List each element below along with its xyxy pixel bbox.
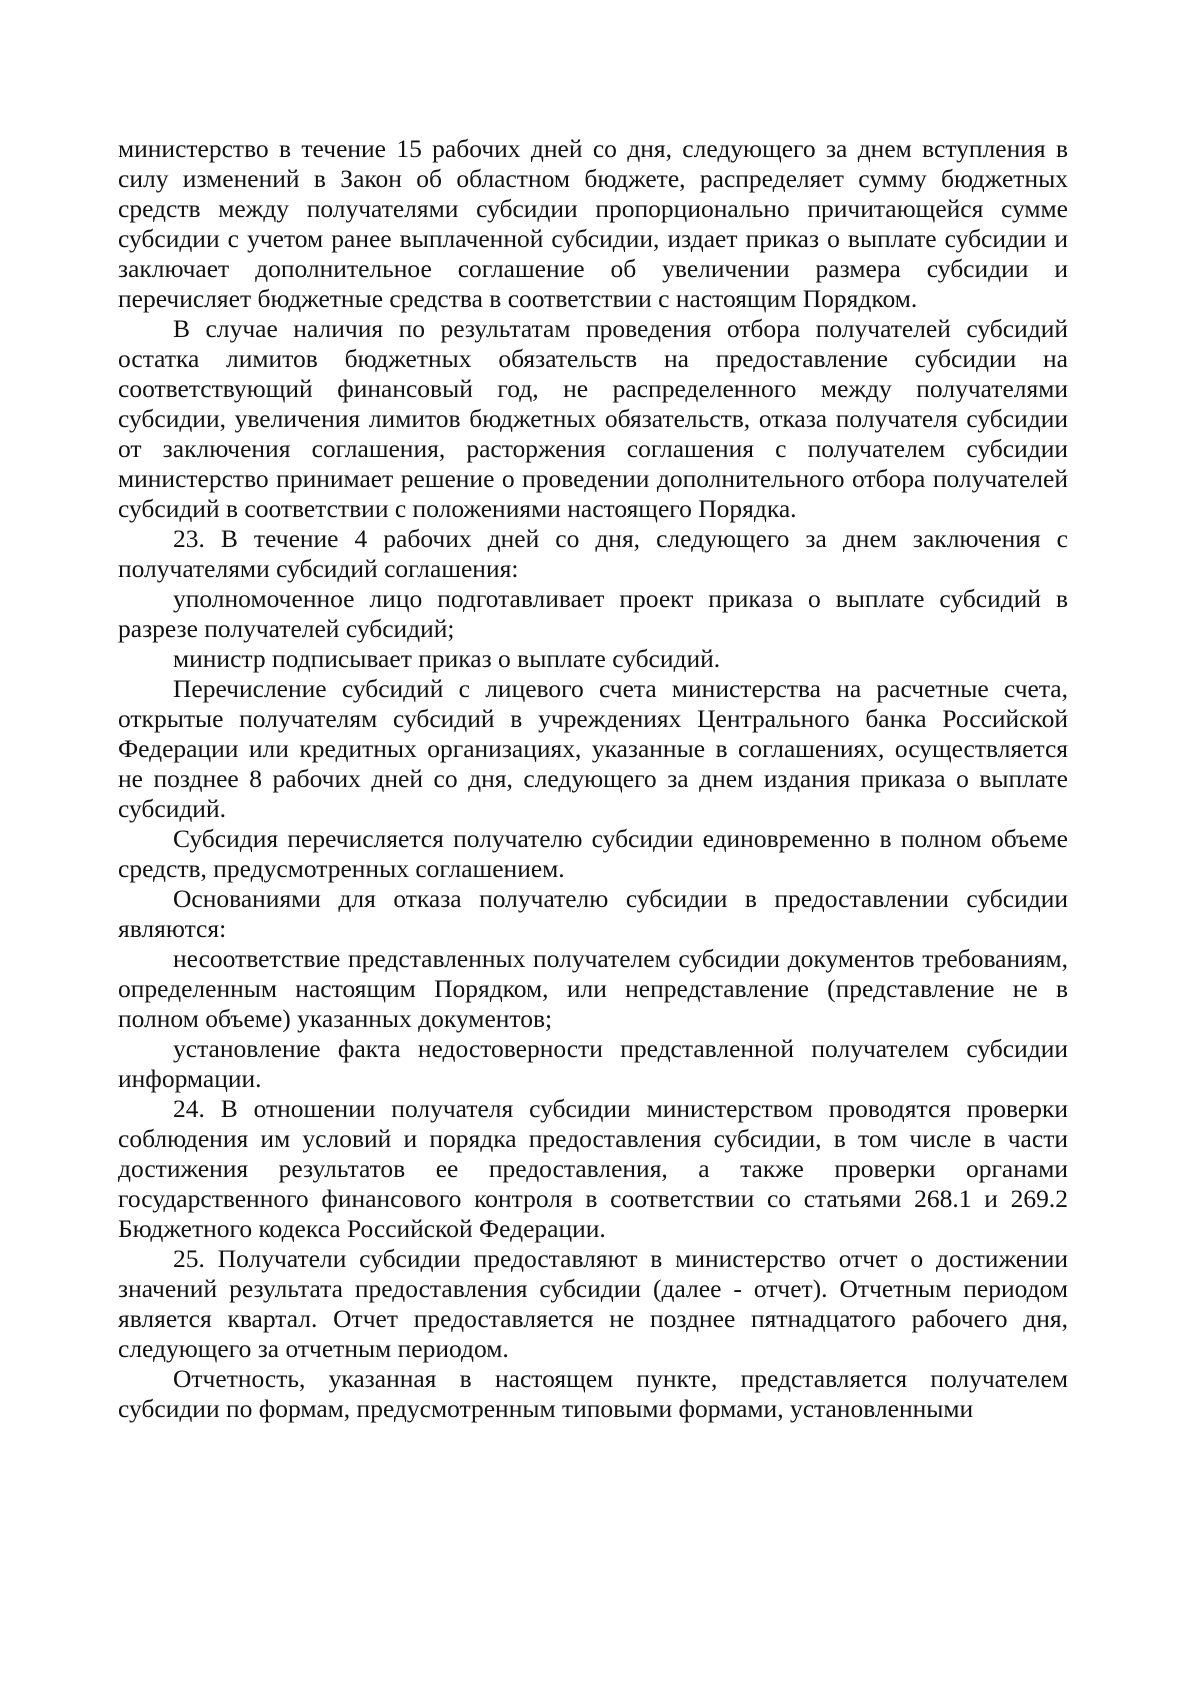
paragraph-minister-signs: министр подписывает приказ о выплате субсидий. bbox=[173, 644, 721, 673]
paragraph-inaccuracy: установление факта недостоверности представленной получателем субсидии информации. bbox=[118, 1034, 1068, 1093]
paragraph-lump-sum: Субсидия перечисляется получателю субсидии единовременно в полном объеме средств, предусмотренных соглашением. bbox=[118, 824, 1068, 883]
paragraph-item-24: 24. В отношении получателя субсидии министерством проводятся проверки соблюдения им условий и порядка предоставления субсидии, в том числе в части достижения результатов ее предоставления, а также проверки органами государственного финансового контроля в соответствии со статьями 268.1 и 269.2 Бюджетного кодекса Российской Федерации. bbox=[118, 1094, 1068, 1243]
paragraph-refusal-grounds: Основаниями для отказа получателю субсидии в предоставлении субсидии являются: bbox=[118, 884, 1068, 943]
document-page bbox=[118, 134, 1068, 1424]
paragraph-additional-selection: В случае наличия по результатам проведения отбора получателей субсидий остатка лимитов бюджетных обязательств на предоставление субсидии на соответствующий финансовый год, не распределенного между получателями субсидии, увеличения лимитов бюджетных обязательств, отказа получателя субсидии от заключения соглашения, расторжения соглашения с получателем субсидии министерство принимает решение о проведении дополнительного отбора получателей субсидий в соответствии с положениями настоящего Порядка. bbox=[118, 314, 1068, 523]
paragraph-nonconformity: несоответствие представленных получателем субсидии документов требованиям, определенным настоящим Порядком, или непредставление (представление не в полном объеме) указанных документов; bbox=[118, 944, 1068, 1033]
paragraph-item-25: 25. Получатели субсидии предоставляют в министерство отчет о достижении значений результата предоставления субсидии (далее - отчет). Отчетным периодом является квартал. Отчет предоставляется не позднее пятнадцатого рабочего дня, следующего за отчетным периодом. bbox=[118, 1244, 1068, 1363]
paragraph-item-23: 23. В течение 4 рабочих дней со дня, следующего за днем заключения с получателями субсидий соглашения: bbox=[118, 524, 1068, 583]
paragraph-reporting-forms: Отчетность, указанная в настоящем пункте, представляется получателем субсидии по формам, предусмотренным типовыми формами, установленными bbox=[118, 1364, 1068, 1423]
paragraph-continuation: министерство в течение 15 рабочих дней со дня, следующего за днем вступления в силу изменений в Закон об областном бюджете, распределяет сумму бюджетных средств между получателями субсидии пропорционально причитающейся сумме субсидии с учетом ранее выплаченной субсидии, издает приказ о выплате субсидии и заключает дополнительное соглашение об увеличении размера субсидии и перечисляет бюджетные средства в соответствии с настоящим Порядком. bbox=[118, 134, 1068, 313]
paragraph-authorized-person: уполномоченное лицо подготавливает проект приказа о выплате субсидий в разрезе получателей субсидий; bbox=[118, 584, 1068, 643]
paragraph-transfer-of-subsidies: Перечисление субсидий с лицевого счета министерства на расчетные счета, открытые получателям субсидий в учреждениях Центрального банка Российской Федерации или кредитных организациях, указанные в соглашениях, осуществляется не позднее 8 рабочих дней со дня, следующего за днем издания приказа о выплате субсидий. bbox=[118, 674, 1068, 823]
